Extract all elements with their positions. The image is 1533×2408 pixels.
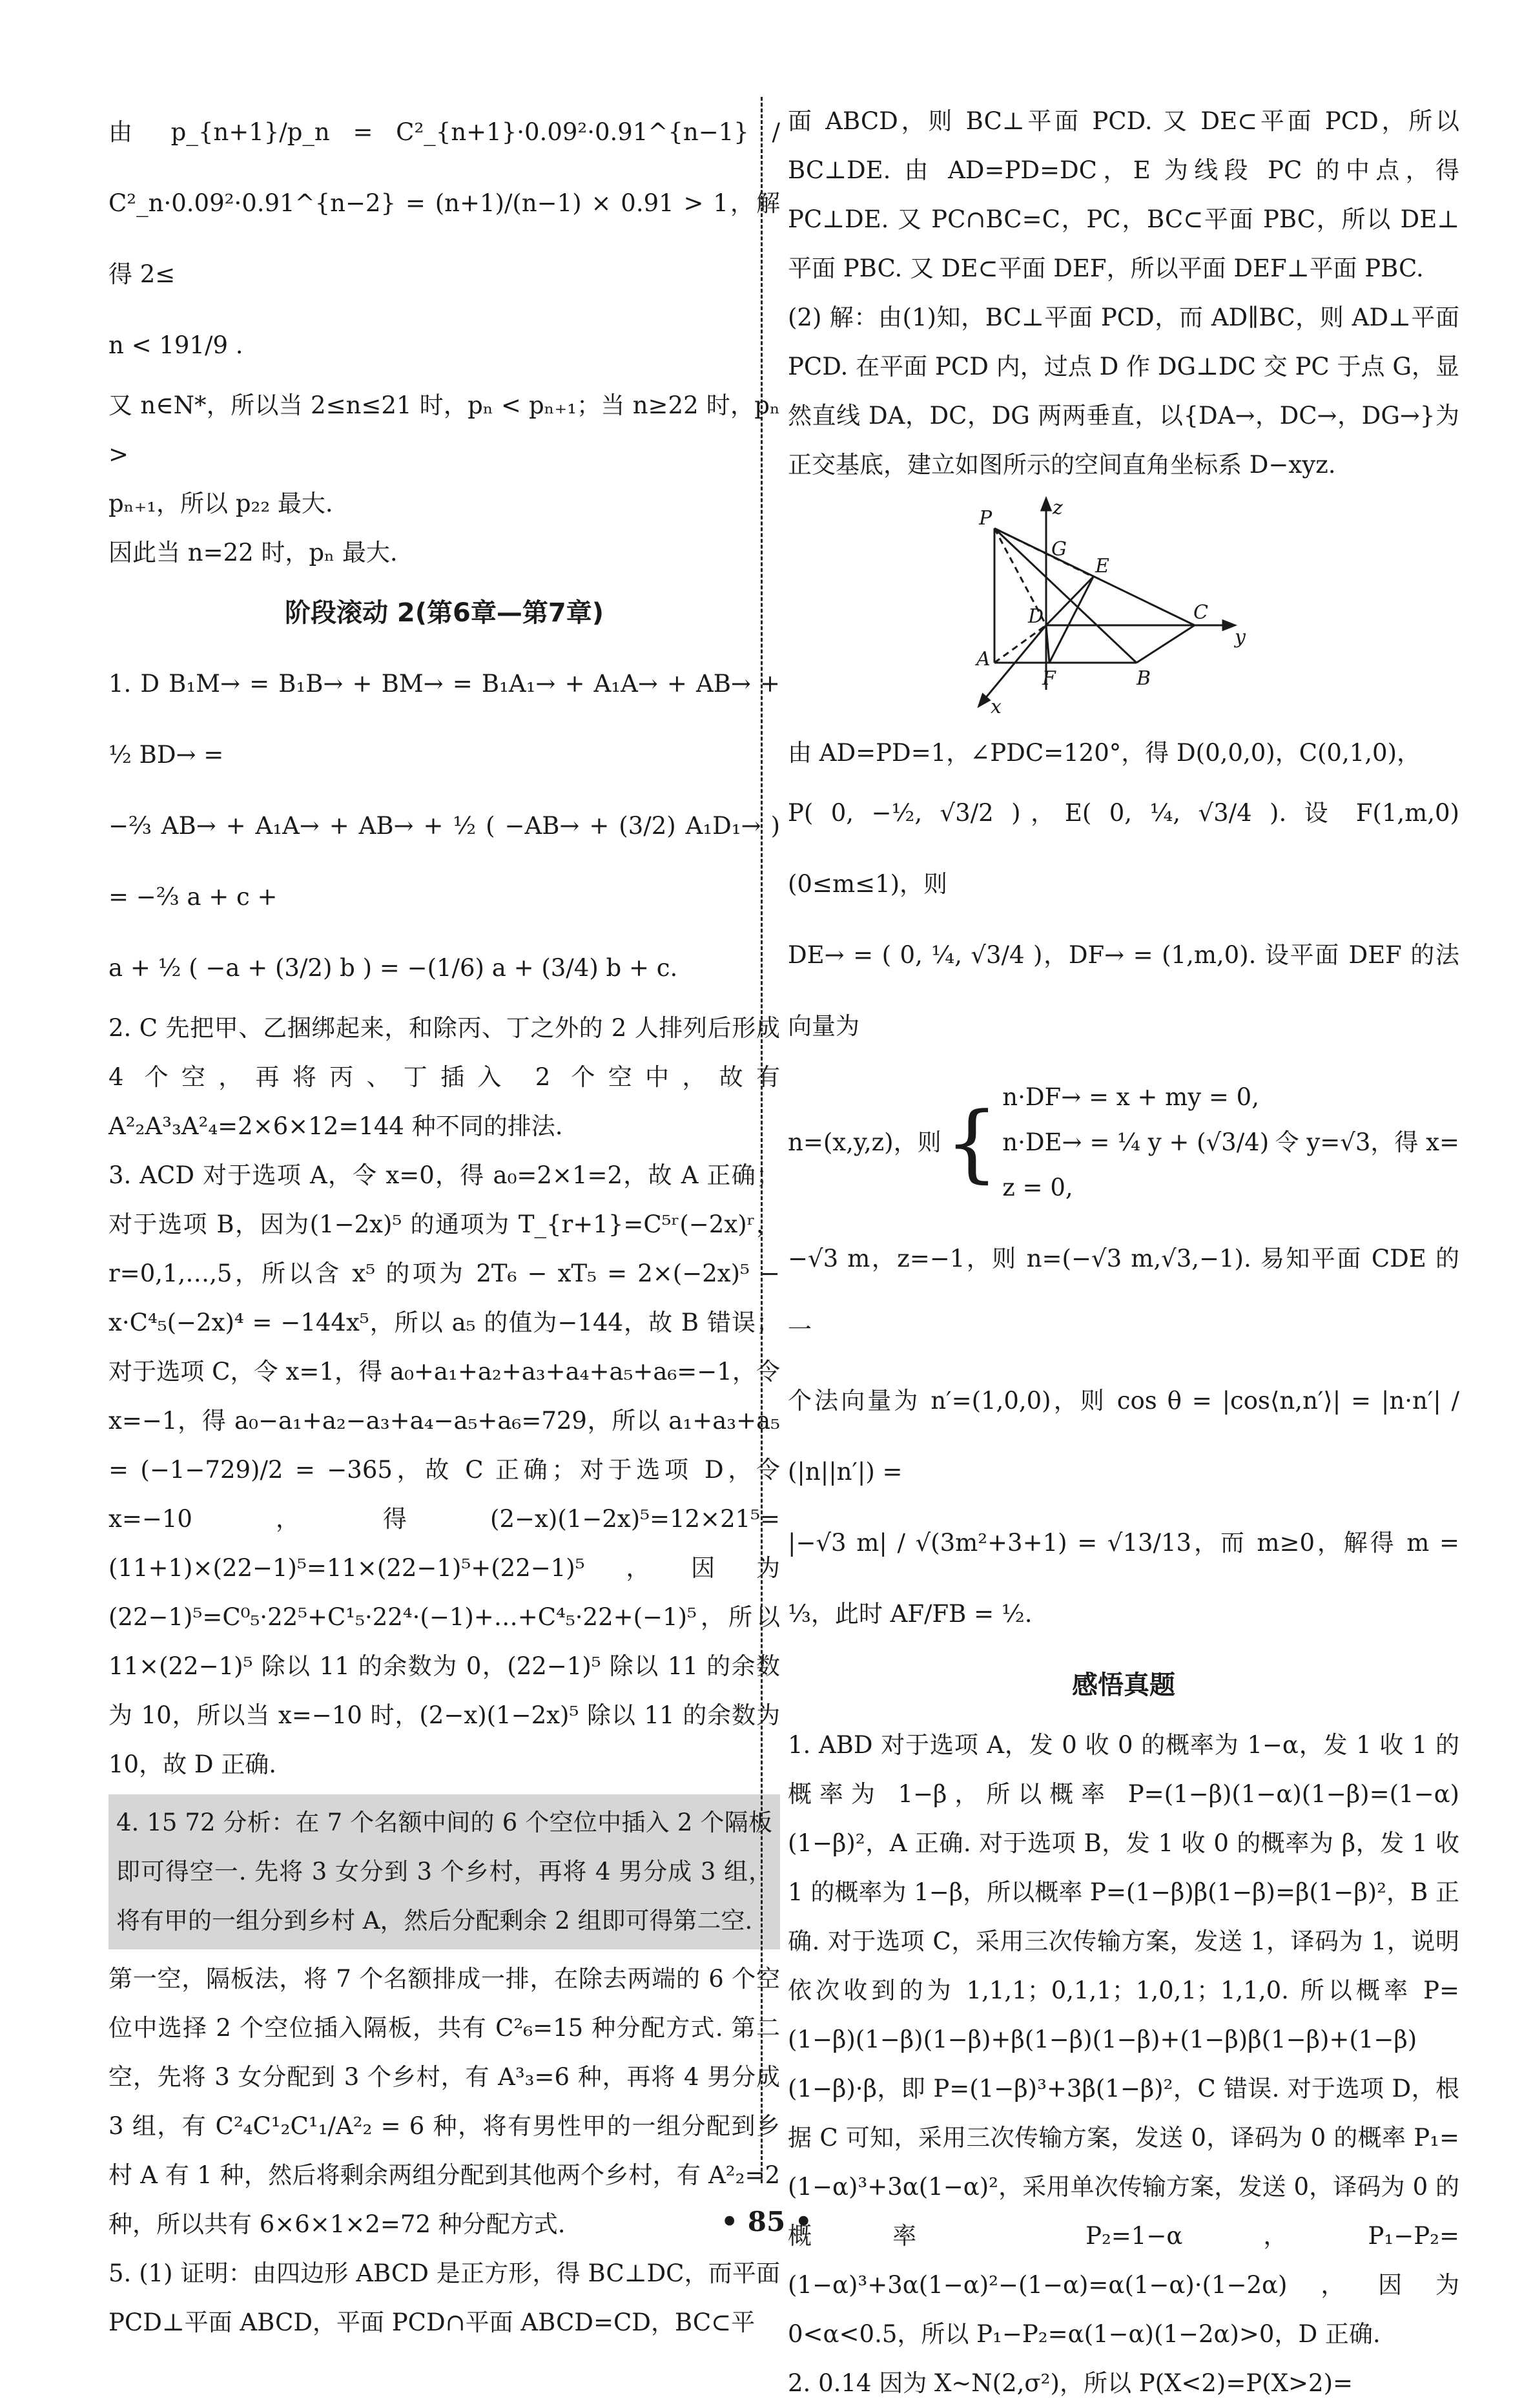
label-A: A bbox=[976, 648, 991, 670]
system-eq-1: n·DF→ = x + my = 0, bbox=[1002, 1083, 1259, 1111]
right-column bbox=[788, 97, 1459, 2408]
answer-2: 2. C 先把甲、乙捆绑起来，和除丙、丁之外的 2 人排列后形成 4 个空，再将丙、丁插入 2 个空中，故有 A²₂A³₃A²₄=2×6×12=144 种不同的排法. bbox=[108, 1014, 780, 1140]
real-question-2: 2. 0.14 因为 X∼N(2,σ²)，所以 P(X<2)=P(X>2)= bbox=[788, 2369, 1353, 2397]
brace: { bbox=[945, 1094, 999, 1192]
label-E: E bbox=[1095, 555, 1109, 577]
edge-PE-dashed bbox=[994, 528, 1093, 577]
equation-system bbox=[788, 1075, 1459, 1210]
normal-line: −√3 m，z=−1，则 n=(−√3 m,√3,−1). 易知平面 CDE 的一 bbox=[788, 1245, 1459, 1344]
system-equations bbox=[1002, 1075, 1275, 1210]
answer-1-line: −⅔ AB→ + A₁A→ + AB→ + ½ ( −AB→ + (3/2) A₁D₁→ ) = −⅔ a + c + bbox=[108, 812, 780, 911]
text-line: pₙ₊₁，所以 p₂₂ 最大. bbox=[108, 490, 333, 517]
label-D: D bbox=[1028, 605, 1044, 628]
label-x: x bbox=[991, 696, 1002, 716]
page-number: • 85 • bbox=[721, 2206, 812, 2237]
label-P: P bbox=[979, 507, 993, 530]
label-C: C bbox=[1193, 601, 1208, 624]
x-axis bbox=[982, 625, 1046, 703]
normal-line: 个法向量为 n′=(1,0,0)，则 cos θ = |cos⟨n,n′⟩| = |n·n′| / (|n||n′|) = bbox=[788, 1387, 1459, 1486]
answer-1-line: a + ½ ( −a + (3/2) b ) = −(1/6) a + (3/4) b + c. bbox=[108, 954, 678, 982]
coord-line: DE→ = ( 0, ¼, √3/4 )，DF→ = (1,m,0). 设平面 DEF 的法向量为 bbox=[788, 941, 1459, 1040]
system-lhs: n=(x,y,z)，则 bbox=[788, 1128, 941, 1156]
y-arrow bbox=[1223, 621, 1235, 630]
answer-4-analysis-box: 4. 15 72 分析：在 7 个名额中间的 6 个空位中插入 2 个隔板即可得空一. 先将 3 女分到 3 个乡村，再将 4 男分成 3 组，将有甲的一组分到乡村 A，然后分配剩余 2 组即可得第二空. bbox=[108, 1794, 780, 1949]
z-arrow bbox=[1042, 499, 1051, 510]
text-line: n < 191/9 . bbox=[108, 331, 243, 359]
edge-EF bbox=[1049, 577, 1093, 663]
answer-5-part1: 5. (1) 证明：由四边形 ABCD 是正方形，得 BC⊥DC，而平面 PCD⊥平面 ABCD，平面 PCD∩平面 ABCD=CD，BC⊂平 bbox=[108, 2259, 780, 2336]
text-line: 因此当 n=22 时，pₙ 最大. bbox=[108, 539, 398, 566]
system-rhs: 令 y=√3，得 x= bbox=[1275, 1128, 1459, 1156]
label-z: z bbox=[1053, 497, 1063, 519]
answer-5-part2: (2) 解：由(1)知，BC⊥平面 PCD，而 AD∥BC，则 AD⊥平面 PCD. 在平面 PCD 内，过点 D 作 DG⊥DC 交 PC 于点 G，显然直线 DA，DC，DG 两两垂直，以{DA→，DC→，DG→}为正交基底，建立如图所示的空间直角坐标系 D−xyz. bbox=[788, 304, 1459, 479]
answer-4-solution: 第一空，隔板法，将 7 个名额排成一排，在除去两端的 6 个空位中选择 2 个空位插入隔板，共有 C²₆=15 种分配方式. 第二空，先将 3 女分配到 3 个乡村，有 A³₃=6 种，再将 4 男分成 3 组，有 C²₄C¹₂C¹₁/A²₂ = 6 种，将有男性甲的一组分配到乡村 A 有 1 种，然后将剩余两组分配到其他两个乡村，有 A²₂=2 种，所以共有 6×6×1×2=72 种分配方式. bbox=[108, 1965, 780, 2238]
coordinate-geometry-figure bbox=[975, 496, 1272, 716]
coord-line: P( 0, −½, √3/2 )，E( 0, ¼, √3/4 ). 设 F(1,m,0)(0≤m≤1)，则 bbox=[788, 799, 1459, 898]
system-eq-2: n·DE→ = ¼ y + (√3/4) z = 0, bbox=[1002, 1128, 1270, 1201]
edge-BC bbox=[1137, 625, 1195, 663]
real-question-1: 1. ABD 对于选项 A，发 0 收 0 的概率为 1−α，发 1 收 1 的概率为 1−β，所以概率 P=(1−β)(1−α)(1−β)=(1−α)(1−β)²，A 正确. 对于选项 B，发 1 收 0 的概率为 β，发 1 收 1 的概率为 1−β，所以概率 P=(1−β)β(1−β)=β(1−β)²，B 正确. 对于选项 C，采用三次传输方案，发送 1，译码为 1，说明依次收到的为 1,1,1；0,1,1；1,0,1；1,1,0. 所以概率 P=(1−β)(1−β)(1−β)+β(1−β)(1−β)+(1−β)β(1−β)+(1−β)(1−β)·β，即 P=(1−β)³+3β(1−β)²，C 错误. 对于选项 D，根据 C 可知，采用三次传输方案，发送 0，译码为 0 的概率 P₁=(1−α)³+3α(1−α)²，采用单次传输方案，发送 0，译码为 0 的概率 P₂=1−α，P₁−P₂=(1−α)³+3α(1−α)²−(1−α)=α(1−α)·(1−2α)，因为 0<α<0.5，所以 P₁−P₂=α(1−α)(1−2α)>0，D 正确. bbox=[788, 1731, 1459, 2348]
section2-title: 感悟真题 bbox=[1072, 1670, 1175, 1700]
normal-line: |−√3 m| / √(3m²+3+1) = √13/13，而 m≥0，解得 m = ⅓，此时 AF/FB = ½. bbox=[788, 1529, 1459, 1628]
section-title: 阶段滚动 2(第6章—第7章) bbox=[285, 598, 604, 628]
column-divider bbox=[761, 97, 763, 2183]
answer-3: 3. ACD 对于选项 A，令 x=0，得 a₀=2×1=2，故 A 正确；对于选项 B，因为(1−2x)⁵ 的通项为 T_{r+1}=C⁵ʳ(−2x)ʳ，r=0,1,…,5，所以含 x⁵ 的项为 2T₆ − xT₅ = 2×(−2x)⁵ − x·C⁴₅(−2x)⁴ = −144x⁵，所以 a₅ 的值为−144，故 B 错误；对于选项 C，令 x=1，得 a₀+a₁+a₂+a₃+a₄+a₅+a₆=−1，令 x=−1，得 a₀−a₁+a₂−a₃+a₄−a₅+a₆=729，所以 a₁+a₃+a₅ = (−1−729)/2 = −365，故 C 正确；对于选项 D，令 x=−10，得(2−x)(1−2x)⁵=12×21⁵=(11+1)×(22−1)⁵=11×(22−1)⁵+(22−1)⁵，因为(22−1)⁵=C⁰₅·22⁵+C¹₅·22⁴·(−1)+…+C⁴₅·22+(−1)⁵，所以 11×(22−1)⁵ 除以 11 的余数为 0，(22−1)⁵ 除以 11 的余数为 10，所以当 x=−10 时，(2−x)(1−2x)⁵ 除以 11 的余数为 10，故 D 正确. bbox=[108, 1161, 780, 1778]
text-line: 又 n∈N*，所以当 2≤n≤21 时，pₙ < pₙ₊₁；当 n≥22 时，pₙ > bbox=[108, 391, 780, 468]
label-F: F bbox=[1042, 667, 1056, 690]
text-line: 由 p_{n+1}/p_n = C²_{n+1}·0.09²·0.91^{n−1} / C²_n·0.09²·0.91^{n−2} = (n+1)/(n−1) × 0.91 > 1，解得 2≤ bbox=[108, 118, 780, 288]
coord-line: 由 AD=PD=1，∠PDC=120°，得 D(0,0,0)，C(0,1,0)， bbox=[788, 739, 1421, 767]
label-y: y bbox=[1235, 626, 1246, 649]
left-column bbox=[108, 97, 780, 2347]
label-G: G bbox=[1051, 538, 1067, 561]
answer-1-line: 1. D B₁M→ = B₁B→ + BM→ = B₁A₁→ + A₁A→ + AB→ + ½ BD→ = bbox=[108, 670, 780, 769]
label-B: B bbox=[1137, 667, 1151, 690]
answer-5-continued: 面 ABCD，则 BC⊥平面 PCD. 又 DE⊂平面 PCD，所以 BC⊥DE. 由 AD=PD=DC，E 为线段 PC 的中点，得 PC⊥DE. 又 PC∩BC=C，PC，BC⊂平面 PBC，所以 DE⊥平面 PBC. 又 DE⊂平面 DEF，所以平面 DEF⊥平面 PBC. bbox=[788, 107, 1459, 282]
